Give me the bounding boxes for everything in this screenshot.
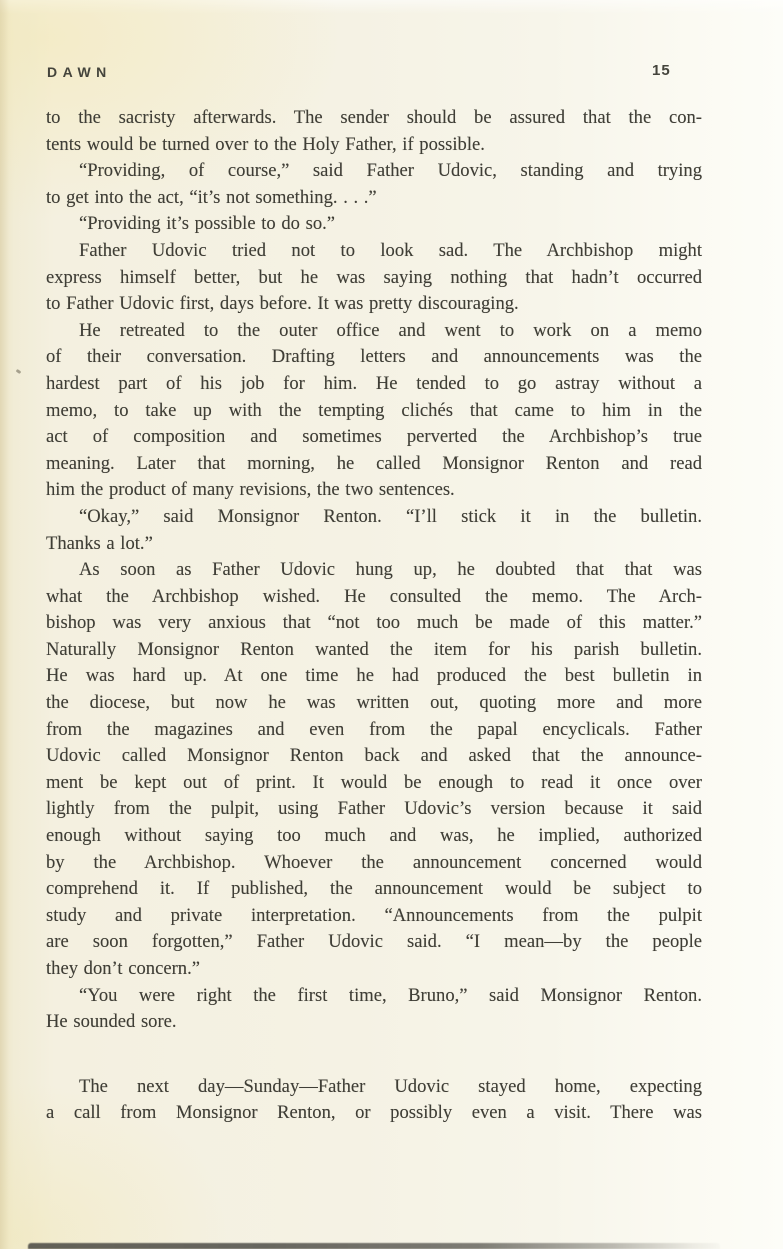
text-line: He sounded sore. <box>46 1011 177 1033</box>
text-line: He retreated to the outer office and went to work on a memo <box>79 319 702 341</box>
text-line: Thanks a lot.” <box>46 532 153 554</box>
text-line: by the Archbishop. Whoever the announcement concerned would <box>46 851 702 873</box>
text-line: express himself better, but he was saying nothing that hadn’t occurred <box>46 266 702 288</box>
text-line: to Father Udovic first, days before. It was pretty discouraging. <box>46 293 519 315</box>
text-line: what the Archbishop wished. He consulted the memo. The Arch- <box>46 585 702 607</box>
text-line: ment be kept out of print. It would be enough to read it once over <box>46 771 702 793</box>
text-line: enough without saying too much and was, he implied, authorized <box>46 825 702 847</box>
page-left-edge-shading <box>0 0 9 1249</box>
body-text <box>46 105 702 1127</box>
ink-speck <box>16 369 22 374</box>
text-line: Father Udovic tried not to look sad. The Archbishop might <box>79 239 702 261</box>
text-line: him the product of many revisions, the two sentences. <box>46 479 455 501</box>
text-line: they don’t concern.” <box>46 958 200 979</box>
text-line: are soon forgotten,” Father Udovic said. “I mean—by the people <box>46 931 702 953</box>
text-line: comprehend it. If published, the announcement would be subject to <box>46 878 702 900</box>
text-line: to get into the act, “it’s not something. . . .” <box>46 186 377 208</box>
text-line: “You were right the first time, Bruno,” said Monsignor Renton. <box>79 984 702 1006</box>
text-line: hardest part of his job for him. He tended to go astray without a <box>46 372 702 394</box>
text-line: memo, to take up with the tempting clichés that came to him in the <box>46 399 702 421</box>
text-line: He was hard up. At one time he had produced the best bulletin in <box>46 665 702 687</box>
text-line: As soon as Father Udovic hung up, he doubted that that was <box>79 559 702 581</box>
text-line: The next day—Sunday—Father Udovic stayed home, expecting <box>79 1075 702 1097</box>
text-line: a call from Monsignor Renton, or possibly even a visit. There was <box>46 1102 702 1124</box>
text-line: from the magazines and even from the papal encyclicals. Father <box>46 718 702 740</box>
header-title: DAWN <box>47 64 112 80</box>
text-line: bishop was very anxious that “not too much be made of this matter.” <box>46 612 702 634</box>
text-line: of their conversation. Drafting letters and announcements was the <box>46 346 702 368</box>
text-line: lightly from the pulpit, using Father Udovic’s version because it said <box>46 798 702 820</box>
text-line: “Providing, of course,” said Father Udovic, standing and trying <box>79 160 702 182</box>
text-line: act of composition and sometimes perverted the Archbishop’s true <box>46 426 702 448</box>
text-line: study and private interpretation. “Announcements from the pulpit <box>46 904 702 926</box>
bottom-scan-shadow <box>28 1243 720 1249</box>
text-line: to the sacristy afterwards. The sender should be assured that the con- <box>46 107 702 128</box>
text-line: “Okay,” said Monsignor Renton. “I’ll stick it in the bulletin. <box>79 505 702 527</box>
text-line: Naturally Monsignor Renton wanted the item for his parish bulletin. <box>46 638 702 660</box>
text-line: the diocese, but now he was written out, quoting more and more <box>46 692 702 714</box>
text-line: meaning. Later that morning, he called Monsignor Renton and read <box>46 452 702 474</box>
header-page-number: 15 <box>652 62 671 79</box>
text-line: “Providing it’s possible to do so.” <box>79 213 336 235</box>
text-line: tents would be turned over to the Holy Father, if possible. <box>46 133 485 155</box>
text-line: Udovic called Monsignor Renton back and asked that the announce- <box>46 745 702 767</box>
